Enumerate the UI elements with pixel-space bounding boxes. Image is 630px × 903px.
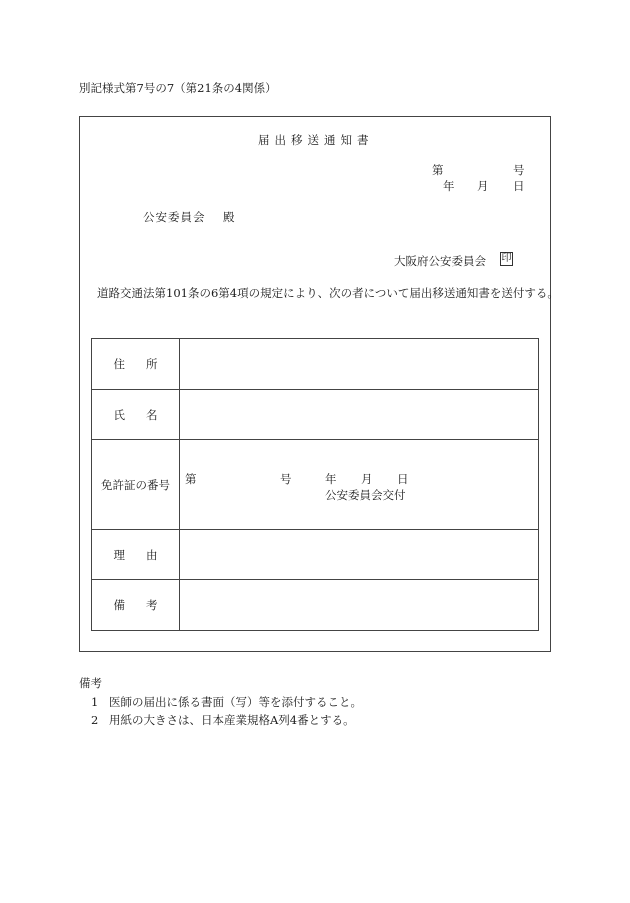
table-row-name (92, 390, 539, 440)
table-row-address (92, 339, 539, 390)
table-row-reason (92, 530, 539, 580)
note-item (91, 694, 362, 710)
address-label-char-2: 所 (146, 357, 158, 371)
license-label-text: 免許証の番号 (101, 477, 170, 492)
address-label (92, 339, 180, 390)
note-number: 1 (91, 695, 99, 709)
document-title: 届出移送通知書 (258, 133, 374, 147)
issuer-name: 大阪府公安委員会 (394, 254, 486, 268)
license-label (92, 440, 180, 530)
seal-mark: 印 (501, 253, 512, 264)
license-date-month: 月 (361, 472, 373, 486)
date-day: 日 (513, 179, 525, 193)
note-number: 2 (91, 713, 99, 727)
table-row-license (92, 440, 539, 530)
remarks-label-char-1: 備 (113, 598, 125, 612)
date-year: 年 (443, 179, 455, 193)
license-issued-by: 公安委員会交付 (325, 488, 406, 502)
note-text: 用紙の大きさは、日本産業規格A列4番とする。 (109, 713, 355, 727)
reason-label-char-2: 由 (146, 547, 158, 562)
reason-label (92, 530, 180, 580)
note-item (91, 712, 355, 728)
name-label-char-1: 氏 (113, 407, 125, 422)
body-text: 道路交通法第101条の6第4項の規定により、次の者について届出移送通知書を送付する。 (97, 286, 559, 300)
remarks-label-char-2: 考 (146, 598, 158, 612)
addressee-name: 公安委員会 (143, 210, 206, 224)
license-number-prefix: 第 (185, 472, 197, 486)
info-table (91, 338, 539, 631)
name-field[interactable] (180, 390, 539, 440)
address-field[interactable] (180, 339, 539, 390)
reason-field[interactable] (180, 530, 539, 580)
remarks-label (92, 580, 180, 631)
number-prefix: 第 (432, 163, 444, 177)
license-number-suffix: 号 (280, 472, 292, 486)
name-label-char-2: 名 (146, 407, 158, 422)
date-month: 月 (477, 179, 489, 193)
name-label (92, 390, 180, 440)
license-date-day: 日 (397, 472, 409, 486)
notes-title: 備考 (79, 676, 102, 690)
license-field[interactable] (180, 440, 539, 530)
note-text: 医師の届出に係る書面（写）等を添付すること。 (109, 695, 362, 709)
remarks-field[interactable] (180, 580, 539, 631)
form-identifier: 別記様式第7号の7（第21条の4関係） (79, 81, 277, 95)
number-suffix: 号 (513, 163, 525, 177)
address-label-char-1: 住 (113, 357, 125, 371)
reason-label-char-1: 理 (113, 547, 125, 562)
addressee-honorific: 殿 (223, 210, 235, 224)
license-date-year: 年 (325, 472, 337, 486)
table-row-remarks (92, 580, 539, 631)
